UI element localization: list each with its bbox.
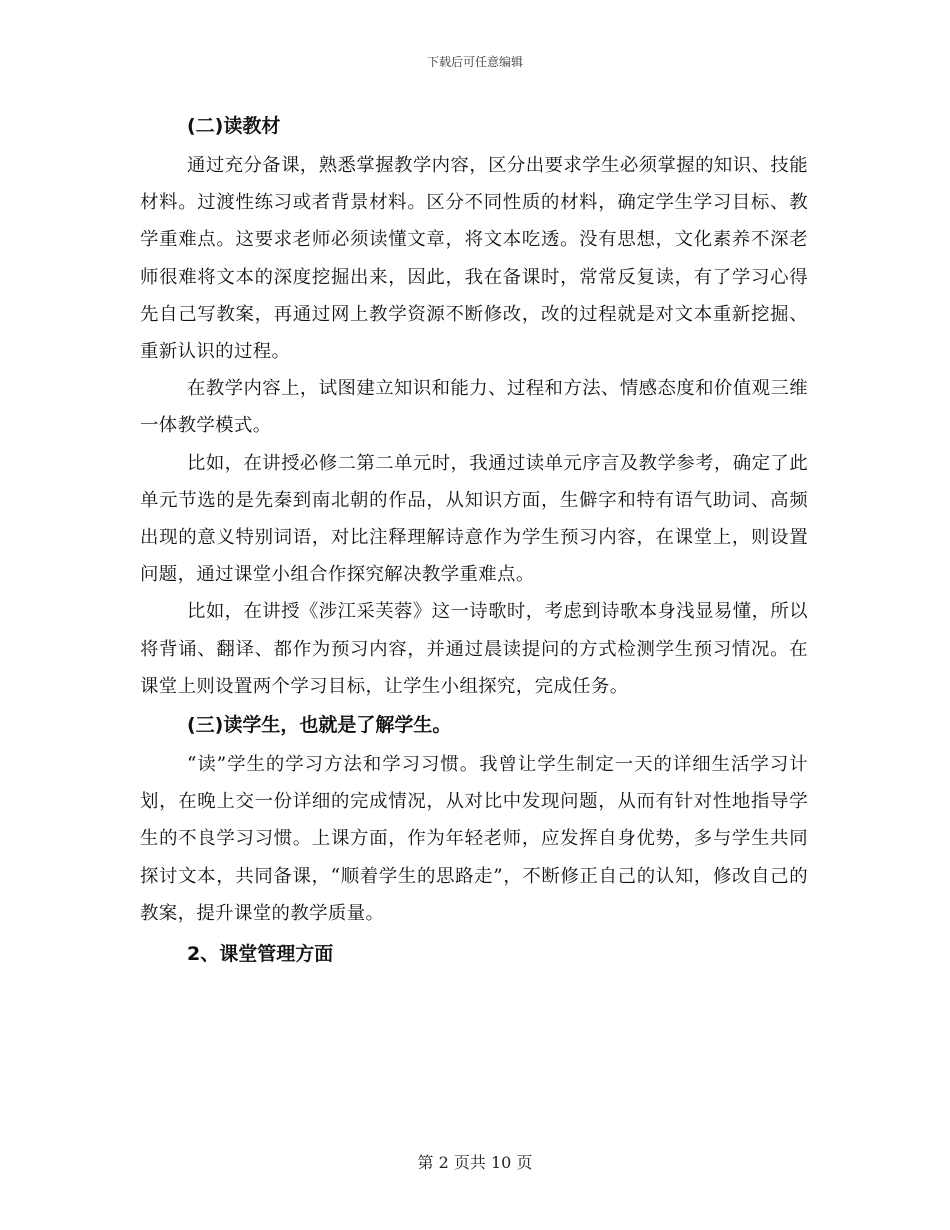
page-footer: 第 2 页共 10 页	[417, 1153, 533, 1172]
paragraph-example-poem: 比如，在讲授《涉江采芙蓉》这一诗歌时，考虑到诗歌本身浅显易懂，所以将背诵、翻译、都作为预习内容，并通过晨读提问的方式检测学生预习情况。在课堂上则设置两个学习目标，让学生小组探究，完成任务。	[140, 601, 808, 697]
section-heading-read-materials: (二)读教材	[187, 115, 281, 137]
paragraph-teaching-content: 在教学内容上，试图建立知识和能力、过程和方法、情感态度和价值观三维一体教学模式。	[140, 378, 808, 437]
section-heading-read-students: (三)读学生，也就是了解学生。	[187, 714, 452, 737]
paragraph-preparation: 通过充分备课，熟悉掌握教学内容，区分出要求学生必须掌握的知识、技能材料。过渡性练习或者背景材料。区分不同性质的材料，确定学生学习目标、教学重难点。这要求老师必须读懂文章，将文本吃透。没有思想，文化素养不深老师很难将文本的深度挖掘出来，因此，我在备课时，常常反复读，有了学习心得先自己写教案，再通过网上教学资源不断修改，改的过程就是对文本重新挖掘、重新认识的过程。	[140, 155, 808, 363]
paragraph-example-unit: 比如，在讲授必修二第二单元时，我通过读单元序言及教学参考，确定了此单元节选的是先秦到南北朝的作品，从知识方面，生僻字和特有语气助词、高频出现的意义特别词语，对比注释理解诗意作为学生预习内容，在课堂上，则设置问题，通过课堂小组合作探究解决教学重难点。	[140, 452, 808, 586]
page-header: 下载后可任意编辑	[426, 55, 523, 69]
section-heading-classroom-management: 2、课堂管理方面	[187, 943, 334, 966]
paragraph-student-habits: “读”学生的学习方法和学习习惯。我曾让学生制定一天的详细生活学习计划，在晚上交一份详细的完成情况，从对比中发现问题，从而有针对性地指导学生的不良学习习惯。上课方面，作为年轻老师，应发挥自身优势，多与学生共同探讨文本，共同备课，“顺着学生的思路走”，不断修正自己的认知，修改自己的教案，提升课堂的教学质量。	[140, 754, 808, 924]
document-body	[140, 108, 808, 975]
